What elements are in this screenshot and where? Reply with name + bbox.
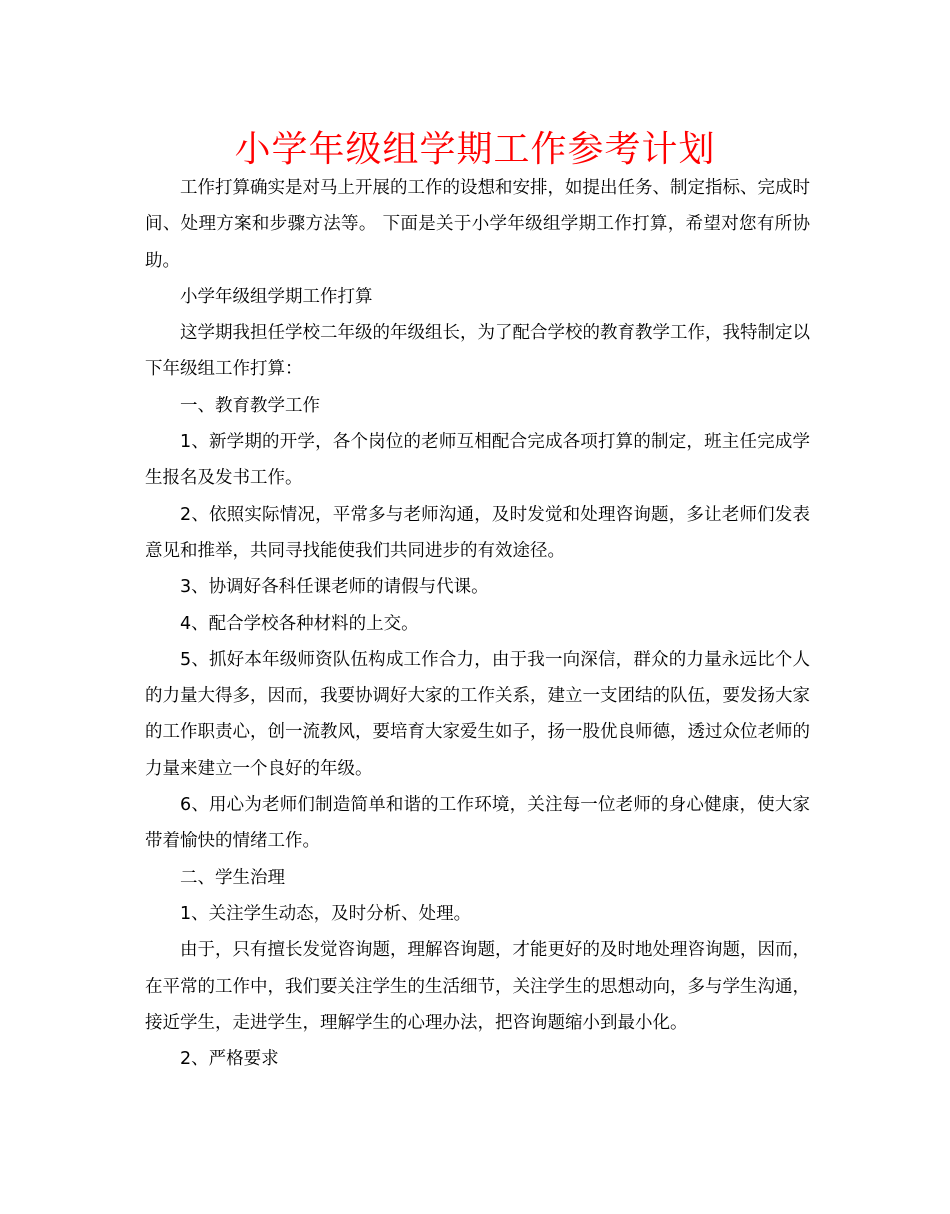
section-heading-teaching: 一、教育教学工作: [180, 395, 320, 416]
paragraph-preface: 这学期我担任学校二年级的年级组长，为了配合学校的教育教学工作，我特制定以下年级组工作打算：: [145, 323, 810, 380]
paragraph-student-item-1: 1、关注学生动态，及时分析、处理。: [180, 903, 472, 924]
paragraph-student-detail: 由于，只有擅长发觉咨询题，理解咨询题，才能更好的及时地处理咨询题，因而，在平常的工作中，我们要关注学生的生活细节，关注学生的思想动向，多与学生沟通，接近学生，走进学生，理解学生的心理办法，把咨询题缩小到最小化。: [145, 940, 810, 1033]
paragraph-intro: 工作打算确实是对马上开展的工作的设想和安排，如提出任务、制定指标、完成时间、处理方案和步骤方法等。 下面是关于小学年级组学期工作打算，希望对您有所协助。: [145, 178, 810, 271]
paragraph-item-6: 6、用心为老师们制造简单和谐的工作环境，关注每一位老师的身心健康，使大家带着愉快的情绪工作。: [145, 795, 810, 852]
paragraph-item-1: 1、新学期的开学，各个岗位的老师互相配合完成各项打算的制定，班主任完成学生报名及发书工作。: [145, 432, 810, 489]
document-title: 小学年级组学期工作参考计划: [234, 129, 716, 170]
paragraph-item-2: 2、依照实际情况，平常多与老师沟通，及时发觉和处理咨询题，多让老师们发表意见和推举，共同寻找能使我们共同进步的有效途径。: [145, 504, 810, 561]
paragraph-item-3: 3、协调好各科任课老师的请假与代课。: [180, 577, 489, 598]
paragraph-item-5: 5、抓好本年级师资队伍构成工作合力，由于我一向深信，群众的力量永远比个人的力量大得多，因而，我要协调好大家的工作关系，建立一支团结的队伍，要发扬大家的工作职责心，创一流教风，要培育大家爱生如子，扬一股优良师德，透过众位老师的力量来建立一个良好的年级。: [145, 649, 810, 779]
paragraph-item-4: 4、配合学校各种材料的上交。: [180, 613, 419, 634]
section-heading-students: 二、学生治理: [180, 867, 285, 888]
paragraph-student-item-2: 2、严格要求: [180, 1049, 279, 1070]
document-body: [145, 170, 810, 1077]
paragraph-subtitle: 小学年级组学期工作打算: [180, 286, 373, 307]
